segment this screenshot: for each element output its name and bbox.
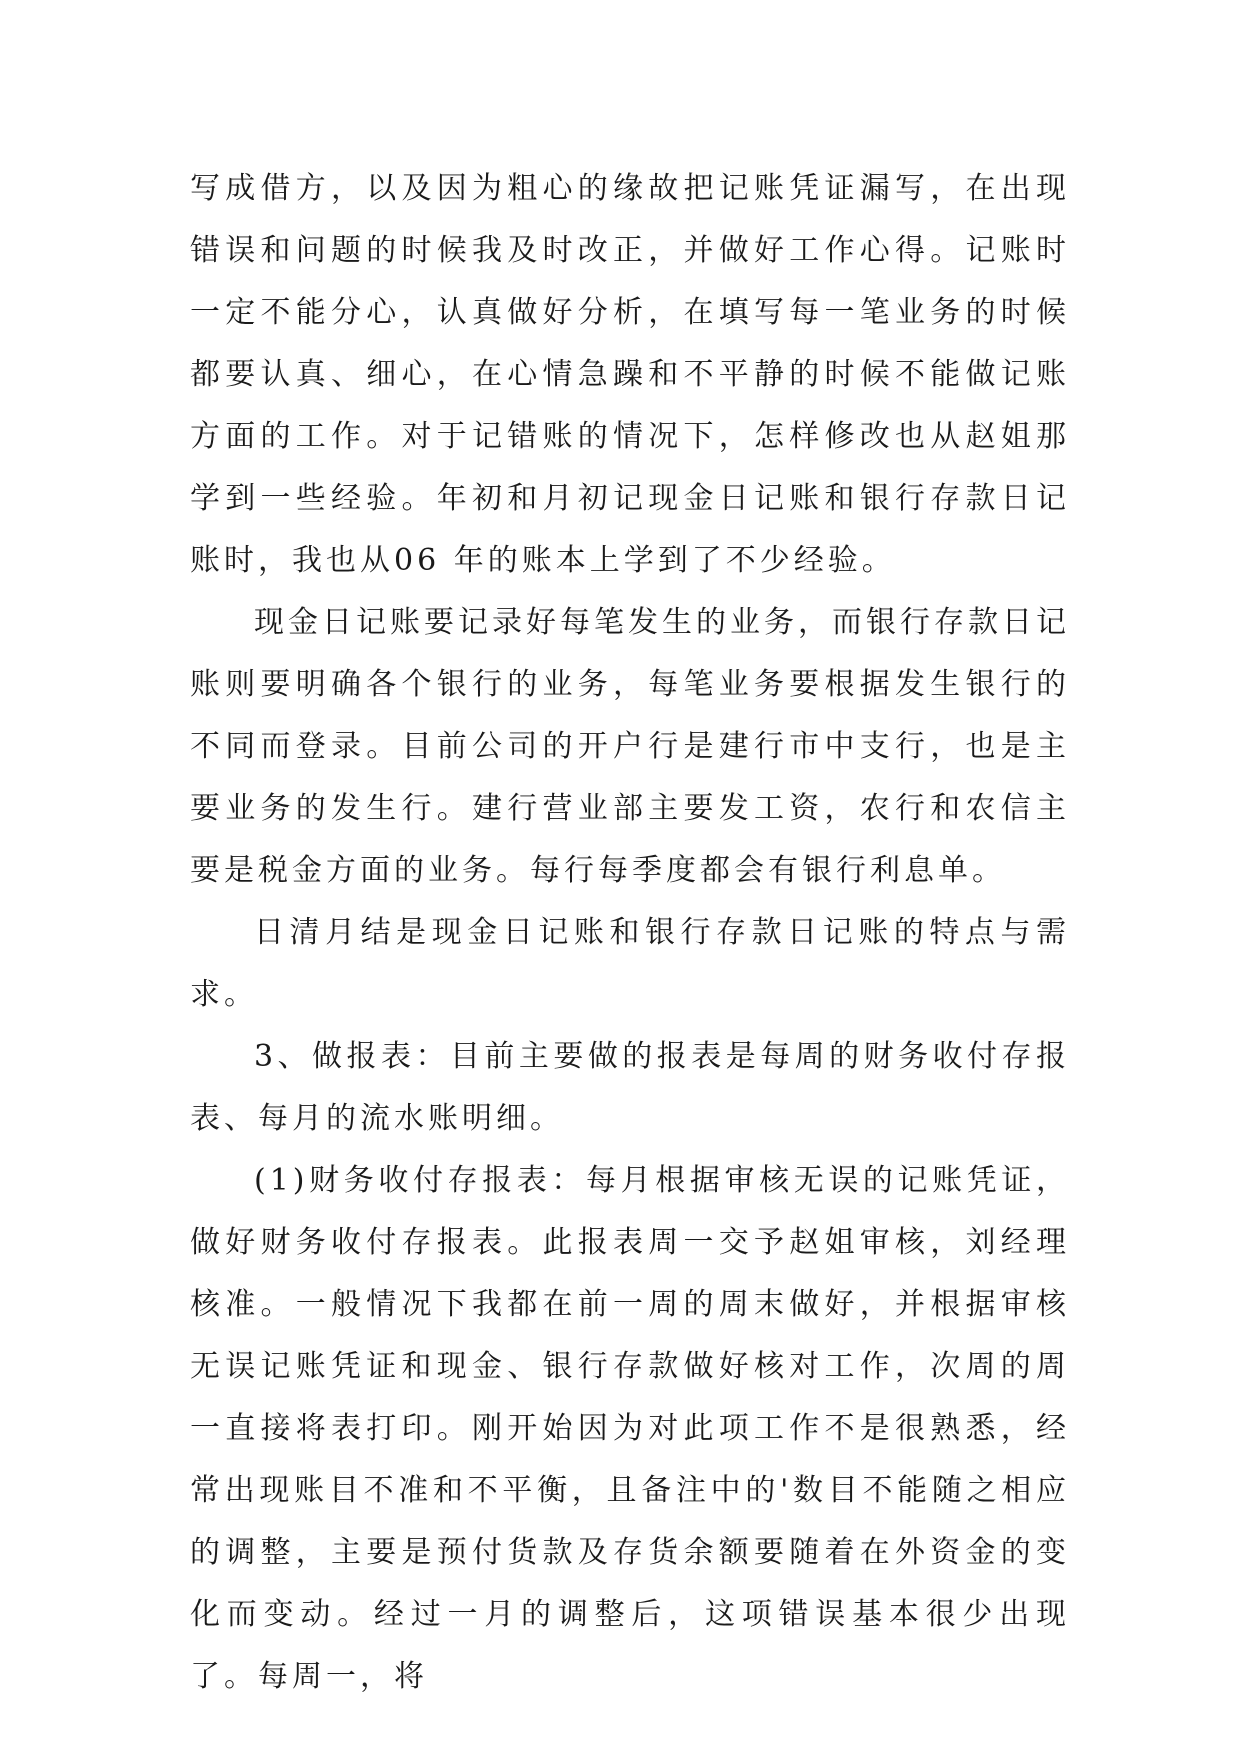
paragraph-5: (1)财务收付存报表：每月根据审核无误的记账凭证，做好财务收付存报表。此报表周一交予赵姐审核，刘经理核准。一般情况下我都在前一周的周末做好，并根据审核无误记账凭证和现金、银行存款做好核对工作，次周的周一直接将表打印。刚开始因为对此项工作不是很熟悉，经常出现账目不准和不平衡，且备注中的'数目不能随之相应的调整，主要是预付货款及存货余额要随着在外资金的变化而变动。经过一月的调整后，这项错误基本很少出现了。每周一，将 [190, 1163, 1070, 1694]
paragraph-4: 3、做报表：目前主要做的报表是每周的财务收付存报表、每月的流水账明细。 [190, 1039, 1070, 1136]
document-body [190, 158, 1070, 1708]
paragraph-1: 写成借方，以及因为粗心的缘故把记账凭证漏写，在出现错误和问题的时候我及时改正，并做好工作心得。记账时一定不能分心，认真做好分析，在填写每一笔业务的时候都要认真、细心，在心情急躁和不平静的时候不能做记账方面的工作。对于记错账的情况下，怎样修改也从赵姐那学到一些经验。年初和月初记现金日记账和银行存款日记账时，我也从06 年的账本上学到了不少经验。 [190, 171, 1070, 578]
paragraph-2: 现金日记账要记录好每笔发生的业务，而银行存款日记账则要明确各个银行的业务，每笔业务要根据发生银行的不同而登录。目前公司的开户行是建行市中支行，也是主要业务的发生行。建行营业部主要发工资，农行和农信主要是税金方面的业务。每行每季度都会有银行利息单。 [190, 605, 1070, 888]
paragraph-3: 日清月结是现金日记账和银行存款日记账的特点与需求。 [190, 915, 1070, 1012]
